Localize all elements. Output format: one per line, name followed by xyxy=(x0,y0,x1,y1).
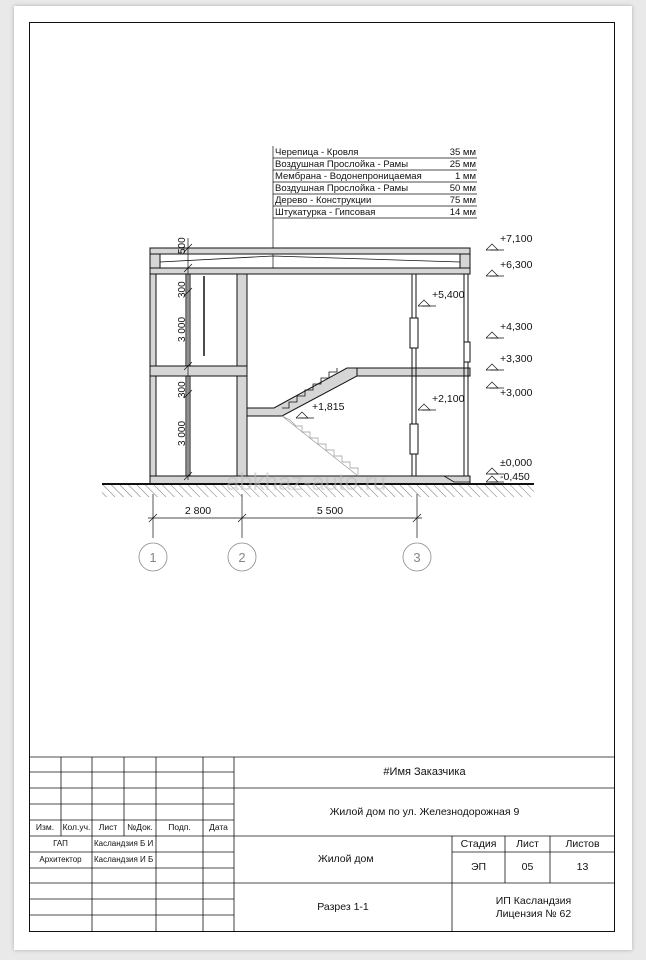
axis-label-2: 2 xyxy=(238,550,246,565)
layer-thickness: 50 мм xyxy=(449,183,476,194)
sheet-title: Разрез 1-1 xyxy=(317,901,369,914)
header-list: Лист xyxy=(98,822,118,833)
layer-name: Дерево - Конструкции xyxy=(275,195,372,206)
header-izm: Изм. xyxy=(35,822,55,833)
grid-axes xyxy=(139,543,431,571)
layer-thickness: 14 мм xyxy=(449,207,476,218)
stage-header: Стадия xyxy=(460,837,497,850)
header-data: Дата xyxy=(209,822,228,833)
organization xyxy=(452,883,615,932)
dim-3000-lower: 3 000 xyxy=(177,420,188,446)
layer-name: Мембрана - Водонепроницаемая xyxy=(275,171,422,182)
level-4300: +4,300 xyxy=(500,321,533,333)
layer-thickness: 35 мм xyxy=(449,147,476,158)
level-7100: +7,100 xyxy=(500,233,533,245)
sheets-total-header: Листов xyxy=(565,837,600,850)
dim-300-lower: 300 xyxy=(177,381,188,398)
axis-label-1: 1 xyxy=(149,550,157,565)
level-3000: +3,000 xyxy=(500,387,533,399)
name-architect: Касландзия И Б xyxy=(94,855,154,865)
customer-name: #Имя Заказчика xyxy=(383,766,466,779)
level-0000: ±0,000 xyxy=(500,457,533,469)
header-ndoc: №Док. xyxy=(127,822,153,833)
sheet-number: 05 xyxy=(521,861,534,874)
layer-thickness: 25 мм xyxy=(449,159,476,170)
dim-3000-upper: 3 000 xyxy=(177,316,188,342)
layer-name: Черепица - Кровля xyxy=(275,147,359,158)
level-3300: +3,300 xyxy=(500,353,533,365)
level-5400: +5,400 xyxy=(432,289,465,301)
role-gap: ГАП xyxy=(53,839,68,849)
layer-name: Штукатурка - Гипсовая xyxy=(275,207,376,218)
layer-thickness: 1 мм xyxy=(455,171,476,182)
layer-name: Воздушная Прослойка - Рамы xyxy=(275,159,409,170)
layer-name: Воздушная Прослойка - Рамы xyxy=(275,183,409,194)
role-architect: Архитектор xyxy=(39,855,82,865)
dim-5500: 5 500 xyxy=(316,505,344,517)
project-name: Жилой дом по ул. Железнодорожная 9 xyxy=(329,805,520,818)
building-section xyxy=(102,248,534,497)
watermark: abkhaz-auto.ru xyxy=(225,469,387,496)
level-1815: +1,815 xyxy=(312,401,345,413)
header-podp: Подп. xyxy=(168,822,191,833)
level-minus-0450: -0,450 xyxy=(500,471,530,483)
axis-label-3: 3 xyxy=(413,550,421,565)
org-license: Лицензия № 62 xyxy=(495,907,572,920)
header-kol: Кол.уч. xyxy=(62,822,91,833)
dim-300-upper: 300 xyxy=(177,281,188,298)
level-2100: +2,100 xyxy=(432,393,465,405)
org-name: ИП Касландзия xyxy=(495,895,572,908)
stage-value: ЭП xyxy=(470,861,487,874)
object-name: Жилой дом xyxy=(318,853,374,866)
sheets-total: 13 xyxy=(576,861,589,874)
level-marks xyxy=(296,244,504,482)
sheet-header: Лист xyxy=(516,837,539,850)
level-6300: +6,300 xyxy=(500,259,533,271)
horizontal-dimension-labels xyxy=(185,505,343,517)
drawing-sheet xyxy=(14,6,632,950)
name-gap: Касландзия Б И xyxy=(94,839,154,849)
dim-2800: 2 800 xyxy=(184,505,212,517)
layer-thickness: 75 мм xyxy=(449,195,476,206)
dim-500: 500 xyxy=(177,237,188,254)
